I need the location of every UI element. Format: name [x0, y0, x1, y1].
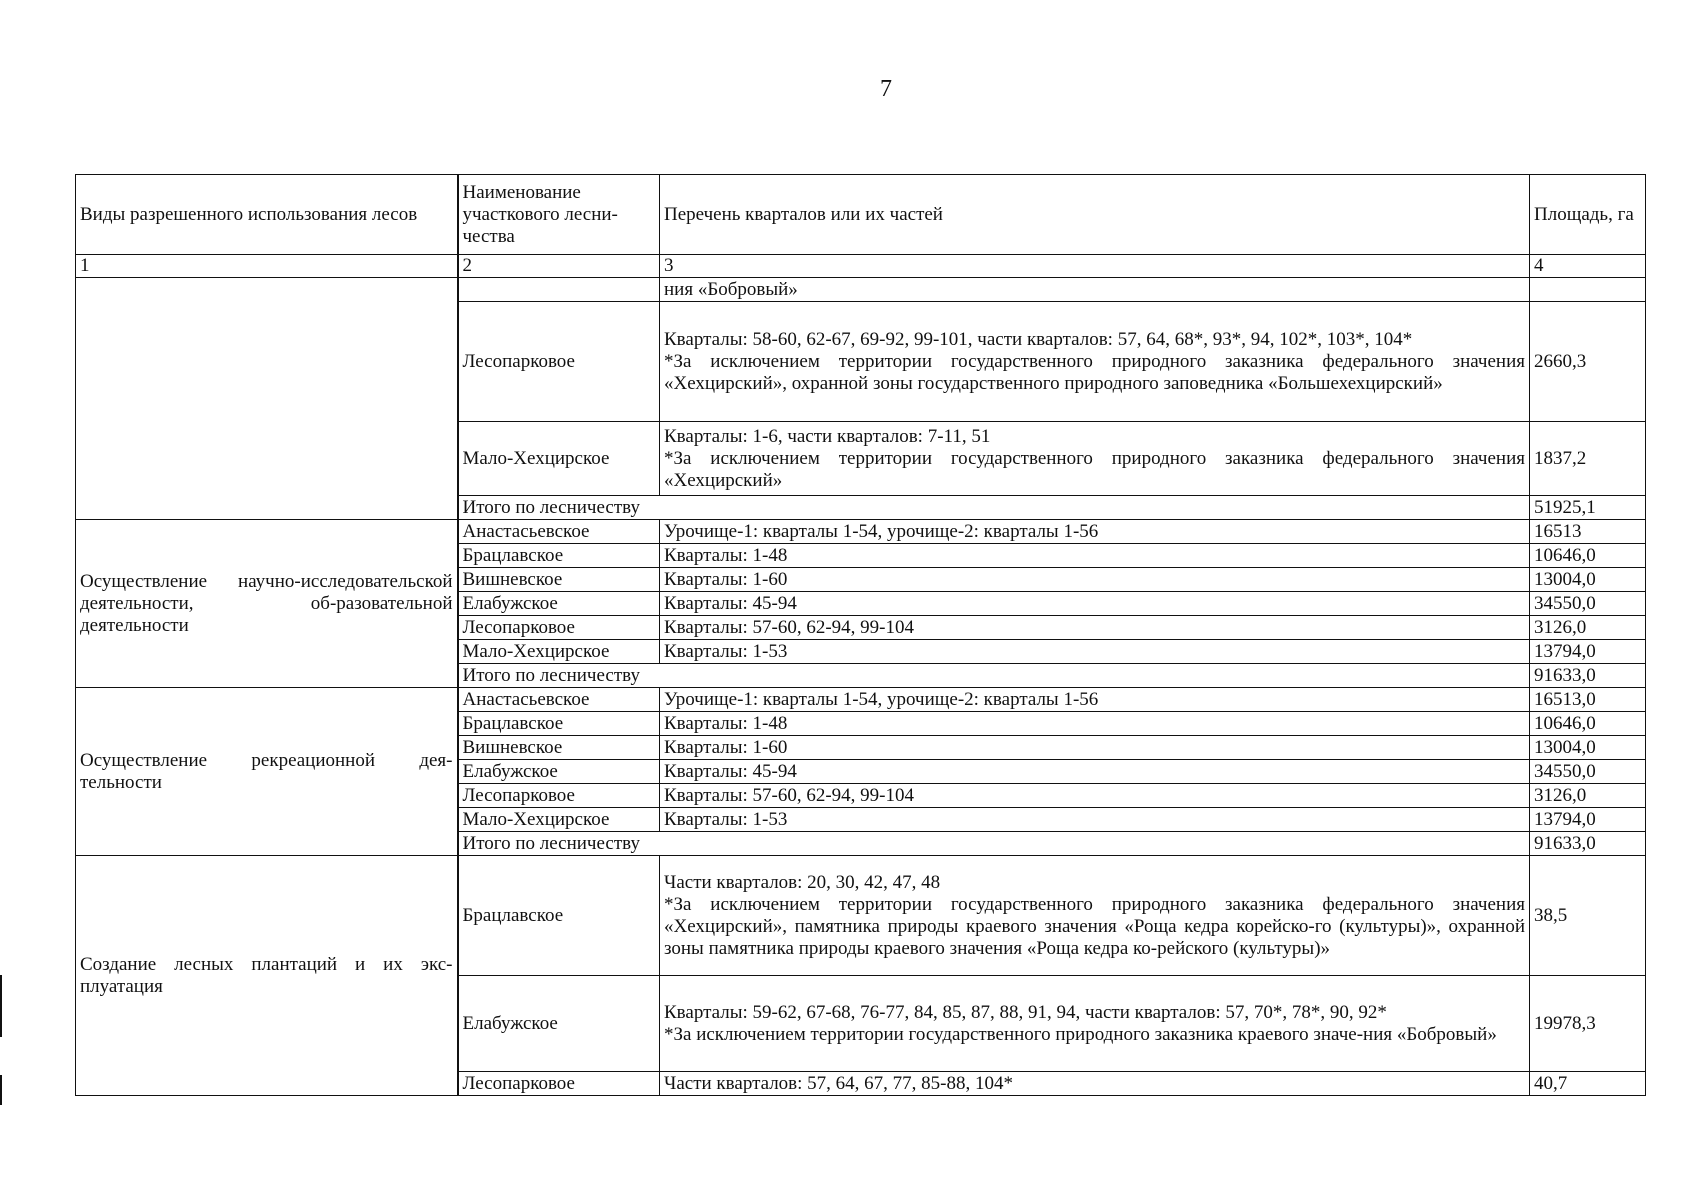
forestry-cell: Вишневское	[458, 568, 660, 592]
forestry-cell: Мало-Хехцирское	[458, 422, 660, 496]
area-cell: 13794,0	[1530, 808, 1646, 832]
area-cell: 38,5	[1530, 856, 1646, 976]
area-cell: 3126,0	[1530, 784, 1646, 808]
quarters-cell: Кварталы: 1-60	[660, 736, 1530, 760]
quarters-cell: Части кварталов: 57, 64, 67, 77, 85-88, 104*	[660, 1072, 1530, 1096]
header-area: Площадь, га	[1530, 175, 1646, 255]
scan-edge-marks	[0, 975, 3, 1143]
table-header-row	[76, 175, 1646, 255]
area-cell: 10646,0	[1530, 544, 1646, 568]
quarters-cell: ния «Бобровый»	[660, 278, 1530, 302]
table-index-row	[76, 255, 1646, 278]
area-cell: 1837,2	[1530, 422, 1646, 496]
quarters-cell: Урочище-1: кварталы 1-54, урочище-2: кварталы 1-56	[660, 688, 1530, 712]
quarters-cell: Кварталы: 1-6, части кварталов: 7-11, 51 *За исключением территории государственного природного заказника федерального значения «Хехцирский»	[660, 422, 1530, 496]
index-cell-4: 4	[1530, 255, 1646, 278]
area-cell: 13004,0	[1530, 568, 1646, 592]
area-cell: 2660,3	[1530, 302, 1646, 422]
table-body	[76, 278, 1646, 1096]
forestry-cell: Брацлавское	[458, 712, 660, 736]
area-cell: 40,7	[1530, 1072, 1646, 1096]
quarters-cell: Кварталы: 57-60, 62-94, 99-104	[660, 784, 1530, 808]
index-cell-2: 2	[458, 255, 660, 278]
quarters-cell: Кварталы: 1-53	[660, 808, 1530, 832]
table-row	[76, 520, 1646, 544]
area-cell: 19978,3	[1530, 976, 1646, 1072]
total-label: Итого по лесничеству	[458, 496, 660, 520]
header-quarters: Перечень кварталов или их частей	[660, 175, 1530, 255]
table-row	[76, 688, 1646, 712]
use-type-cell: Осуществление научно-исследовательской деятельности, об-разовательной деятельности	[76, 520, 458, 688]
area-cell	[1530, 278, 1646, 302]
quarters-cell: Кварталы: 57-60, 62-94, 99-104	[660, 616, 1530, 640]
quarters-cell: Кварталы: 1-48	[660, 544, 1530, 568]
use-type-cell	[76, 278, 458, 520]
table-row	[76, 278, 1646, 302]
forestry-cell: Мало-Хехцирское	[458, 808, 660, 832]
forestry-cell: Вишневское	[458, 736, 660, 760]
header-forestry: Наименование участкового лесни-чества	[458, 175, 660, 255]
quarters-cell: Части кварталов: 20, 30, 42, 47, 48 *За исключением территории государственного природного заказника федерального значения «Хехцирский», памятника природы краевого значения «Роща кедра корейско-го (культуры)», охранной зоны памятника природы краевого значения «Роща кедра ко-рейского (культуры)»	[660, 856, 1530, 976]
area-cell: 13004,0	[1530, 736, 1646, 760]
total-spacer	[660, 664, 1530, 688]
forestry-cell: Елабужское	[458, 976, 660, 1072]
use-type-cell: Создание лесных плантаций и их экс-плуатация	[76, 856, 458, 1096]
area-cell: 3126,0	[1530, 616, 1646, 640]
forestry-cell: Лесопарковое	[458, 784, 660, 808]
total-area: 91633,0	[1530, 832, 1646, 856]
use-type-cell: Осуществление рекреационной дея-тельности	[76, 688, 458, 856]
forestry-cell: Елабужское	[458, 592, 660, 616]
total-spacer	[660, 832, 1530, 856]
quarters-cell: Кварталы: 1-53	[660, 640, 1530, 664]
forestry-cell: Лесопарковое	[458, 302, 660, 422]
quarters-cell: Кварталы: 1-48	[660, 712, 1530, 736]
area-cell: 16513	[1530, 520, 1646, 544]
area-cell: 16513,0	[1530, 688, 1646, 712]
forestry-cell: Елабужское	[458, 760, 660, 784]
scan-mark	[0, 975, 2, 1037]
forestry-cell	[458, 278, 660, 302]
area-cell: 10646,0	[1530, 712, 1646, 736]
quarters-cell: Урочище-1: кварталы 1-54, урочище-2: кварталы 1-56	[660, 520, 1530, 544]
quarters-cell: Кварталы: 1-60	[660, 568, 1530, 592]
forestry-cell: Мало-Хехцирское	[458, 640, 660, 664]
total-area: 91633,0	[1530, 664, 1646, 688]
total-spacer	[660, 496, 1530, 520]
forestry-cell: Анастасьевское	[458, 688, 660, 712]
forestry-cell: Лесопарковое	[458, 616, 660, 640]
quarters-cell: Кварталы: 45-94	[660, 760, 1530, 784]
total-area: 51925,1	[1530, 496, 1646, 520]
total-label: Итого по лесничеству	[458, 832, 660, 856]
area-cell: 34550,0	[1530, 760, 1646, 784]
area-cell: 34550,0	[1530, 592, 1646, 616]
forestry-cell: Анастасьевское	[458, 520, 660, 544]
quarters-cell: Кварталы: 58-60, 62-67, 69-92, 99-101, части кварталов: 57, 64, 68*, 93*, 94, 102*, 103*, 104* *За исключением территории государственного природного заказника федерального значения «Хехцирский», охранной зоны государственного природного заповедника «Большехехцирский»	[660, 302, 1530, 422]
forestry-cell: Лесопарковое	[458, 1072, 660, 1096]
forest-use-table	[75, 174, 1646, 1096]
total-label: Итого по лесничеству	[458, 664, 660, 688]
forestry-cell: Брацлавское	[458, 544, 660, 568]
quarters-cell: Кварталы: 59-62, 67-68, 76-77, 84, 85, 87, 88, 91, 94, части кварталов: 57, 70*, 78*, 90, 92* *За исключением территории государственного природного заказника краевого значе-ния «Бобровый»	[660, 976, 1530, 1072]
table-row	[76, 856, 1646, 976]
forestry-cell: Брацлавское	[458, 856, 660, 976]
index-cell-3: 3	[660, 255, 1530, 278]
header-use-type: Виды разрешенного использования лесов	[76, 175, 458, 255]
page-number: 7	[880, 76, 892, 102]
area-cell: 13794,0	[1530, 640, 1646, 664]
scan-mark	[0, 1075, 2, 1105]
index-cell-1: 1	[76, 255, 458, 278]
quarters-cell: Кварталы: 45-94	[660, 592, 1530, 616]
